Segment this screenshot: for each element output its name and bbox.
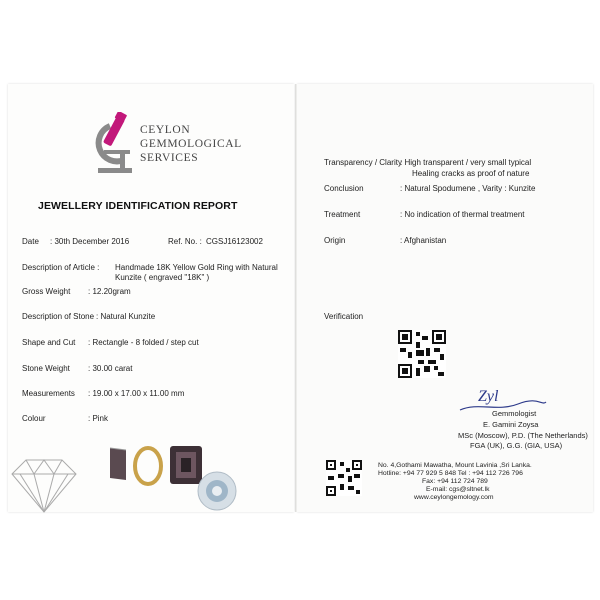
ref-value: CGSJ16123002 bbox=[206, 237, 263, 246]
microscope-logo-icon bbox=[80, 112, 136, 176]
gross-weight-label: Gross Weight bbox=[22, 287, 71, 296]
address-website[interactable]: www.ceylongemology.com bbox=[414, 494, 494, 501]
stone-weight-value: : 30.00 carat bbox=[88, 364, 133, 373]
gemmologist-name: E. Gamini Zoysa bbox=[483, 420, 539, 429]
gemmologist-title: Gemmologist bbox=[492, 409, 537, 418]
conclusion-value: : Natural Spodumene , Varity : Kunzite bbox=[400, 184, 536, 193]
stone-description-value: : Natural Kunzite bbox=[96, 312, 156, 321]
logo-line-1: CEYLON bbox=[140, 124, 191, 136]
measurements-label: Measurements bbox=[22, 389, 75, 398]
transparency-label: Transparency / Clarity bbox=[324, 158, 402, 167]
treatment-label: Treatment bbox=[324, 210, 361, 219]
colour-label: Colour bbox=[22, 414, 46, 423]
article-label: Description of Article : bbox=[22, 263, 100, 272]
transparency-value: : High transparent / very small typical bbox=[400, 158, 532, 167]
date-label: Date bbox=[22, 237, 39, 246]
diamond-outline-icon bbox=[10, 458, 78, 514]
stone-description-label: Description of Stone bbox=[22, 312, 95, 321]
hologram-seal-icon bbox=[196, 470, 238, 512]
address-fax: Fax: +94 112 724 789 bbox=[422, 478, 488, 485]
address-email[interactable]: E-mail: cgs@sltnet.lk bbox=[426, 486, 490, 493]
signature: Zyl bbox=[478, 388, 499, 405]
verification-qr-code-icon[interactable] bbox=[398, 330, 446, 378]
colour-value: : Pink bbox=[88, 414, 109, 423]
shape-cut-label: Shape and Cut bbox=[22, 338, 76, 347]
transparency-value-line2: Healing cracks as proof of nature bbox=[412, 169, 530, 178]
gross-weight-value: : 12.20gram bbox=[88, 287, 131, 296]
date-value: : 30th December 2016 bbox=[50, 237, 130, 246]
gemmologist-credentials-2: FGA (UK), G.G. (GIA, USA) bbox=[470, 441, 563, 450]
website-qr-code-icon[interactable] bbox=[326, 460, 362, 496]
gold-ring-band-icon bbox=[130, 444, 166, 488]
gemmologist-credentials-1: MSc (Moscow), P.D. (The Netherlands) bbox=[458, 431, 588, 440]
conclusion-label: Conclusion bbox=[324, 184, 364, 193]
measurements-value: : 19.00 x 17.00 x 11.00 mm bbox=[88, 389, 185, 398]
ref-label: Ref. No. : bbox=[168, 237, 202, 246]
address-line-1: No. 4,Gothami Mawatha, Mount Lavinia ,Sri Lanka. bbox=[378, 462, 532, 469]
report-title: JEWELLERY IDENTIFICATION REPORT bbox=[38, 200, 238, 212]
verification-label: Verification bbox=[324, 312, 364, 321]
article-value: Handmade 18K Yellow Gold Ring with Natural Kunzite ( engraved "18K" ) bbox=[115, 263, 278, 282]
stone-weight-label: Stone Weight bbox=[22, 364, 70, 373]
origin-label: Origin bbox=[324, 236, 346, 245]
logo-line-3: SERVICES bbox=[140, 152, 199, 164]
shape-cut-value: : Rectangle - 8 folded / step cut bbox=[88, 338, 199, 347]
treatment-value: : No indication of thermal treatment bbox=[400, 210, 525, 219]
page-fold bbox=[295, 84, 297, 512]
logo-line-2: GEMMOLOGICAL bbox=[140, 138, 242, 150]
address-hotline-tel: Hotline: +94 77 929 5 848 Tel : +94 112 726 796 bbox=[378, 470, 523, 477]
origin-value: : Afghanistan bbox=[400, 236, 447, 245]
